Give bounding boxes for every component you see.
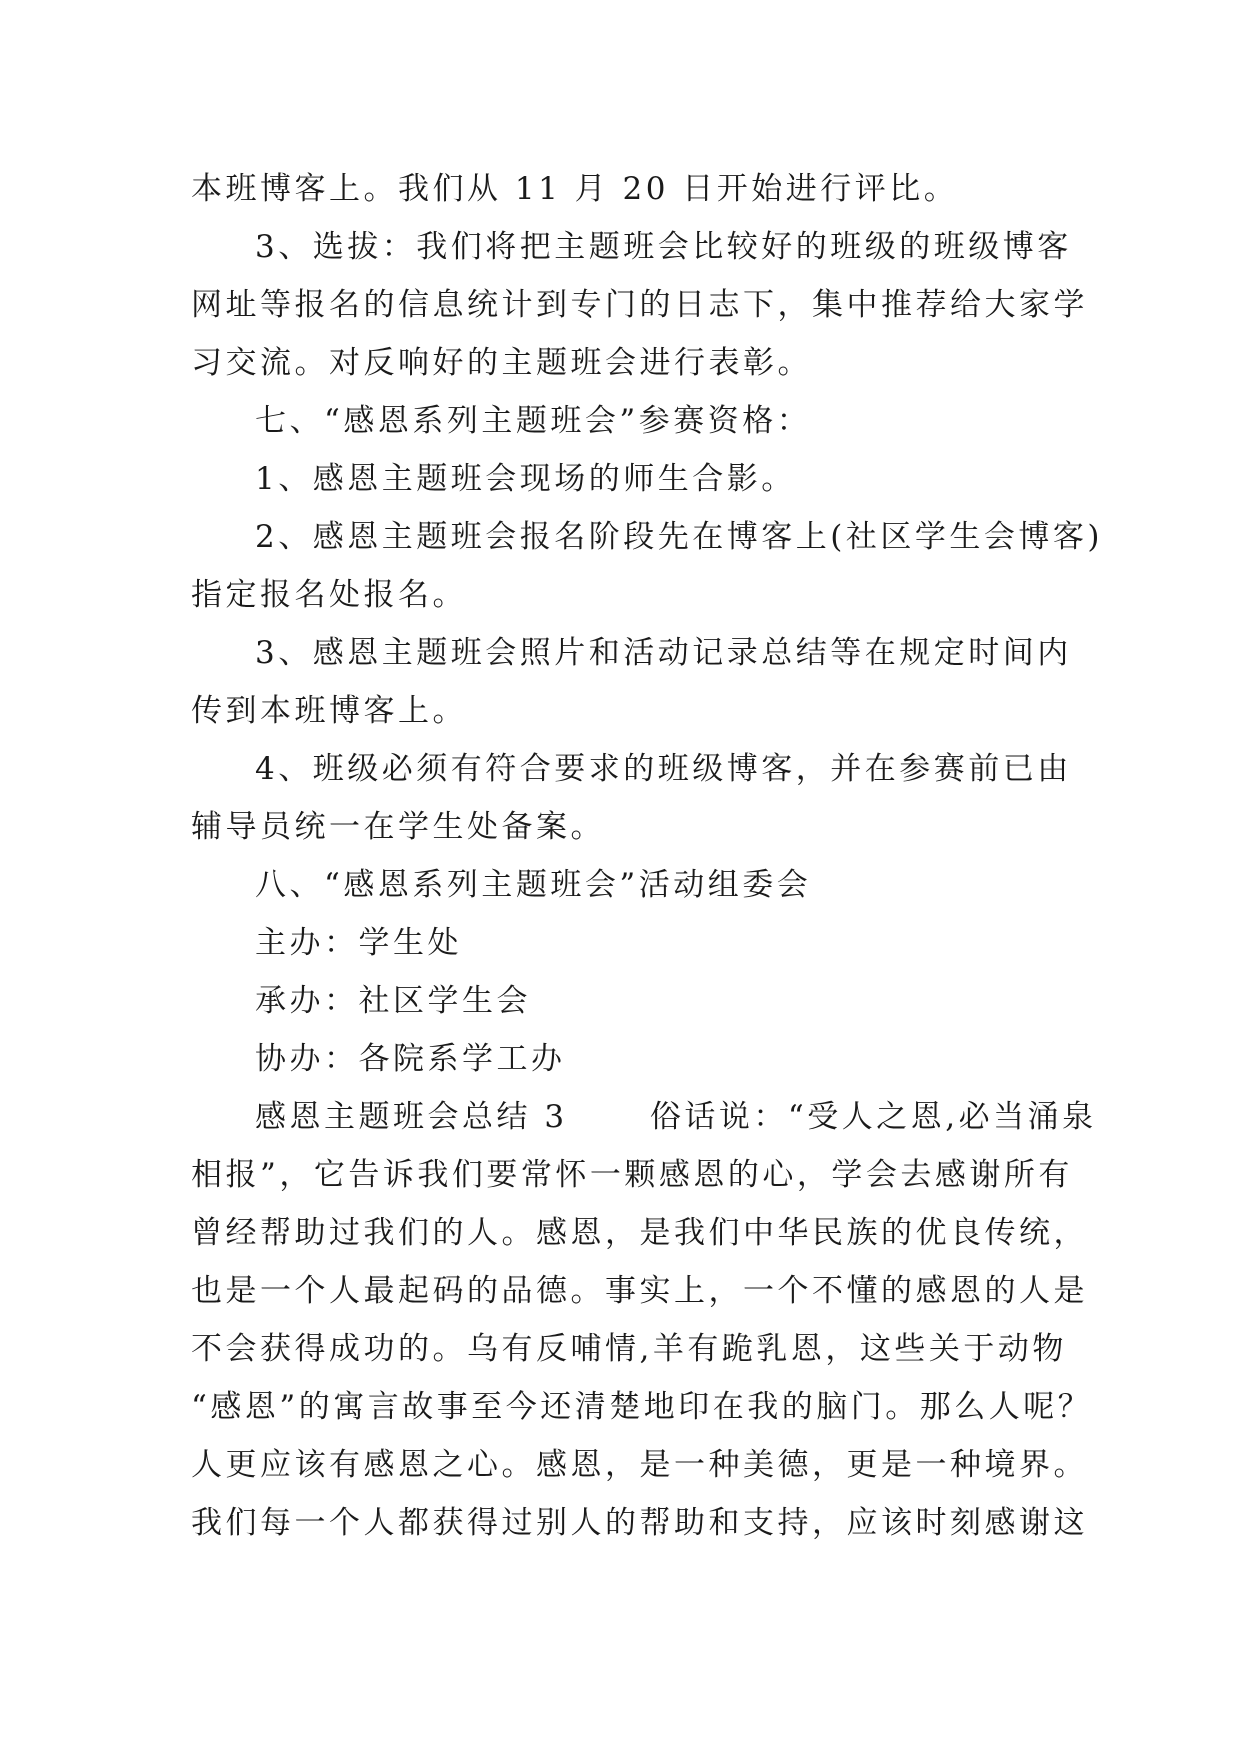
text-line: 我们每一个人都获得过别人的帮助和支持，应该时刻感谢这 xyxy=(191,1505,1088,1541)
text-line: 3、选拔：我们将把主题班会比较好的班级的班级博客 xyxy=(255,229,1072,265)
text-line: “感恩”的寓言故事至今还清楚地印在我的脑门。那么人呢？ xyxy=(191,1389,1093,1425)
text-line: 承办：社区学生会 xyxy=(255,983,531,1019)
text-line: 感恩主题班会总结 3 俗话说：“受人之恩,必当涌泉 xyxy=(255,1099,1097,1135)
body-text xyxy=(191,160,1103,1552)
text-line: 主办：学生处 xyxy=(255,925,462,961)
text-line: 曾经帮助过我们的人。感恩，是我们中华民族的优良传统， xyxy=(191,1215,1088,1251)
text-line: 指定报名处报名。 xyxy=(191,577,467,613)
text-line: 习交流。对反响好的主题班会进行表彰。 xyxy=(191,345,812,381)
text-line: 2、感恩主题班会报名阶段先在博客上(社区学生会博客) xyxy=(255,519,1103,555)
text-line: 八、“感恩系列主题班会”活动组委会 xyxy=(255,867,812,903)
text-line: 人更应该有感恩之心。感恩，是一种美德，更是一种境界。 xyxy=(191,1447,1088,1483)
text-line: 协办：各院系学工办 xyxy=(255,1041,566,1077)
text-line: 七、“感恩系列主题班会”参赛资格： xyxy=(255,403,812,439)
text-line: 传到本班博客上。 xyxy=(191,693,467,729)
text-line: 相报”，它告诉我们要常怀一颗感恩的心，学会去感谢所有 xyxy=(191,1157,1073,1193)
text-line: 3、感恩主题班会照片和活动记录总结等在规定时间内 xyxy=(255,635,1072,671)
text-line: 4、班级必须有符合要求的班级博客，并在参赛前已由 xyxy=(255,751,1072,787)
text-line: 1、感恩主题班会现场的师生合影。 xyxy=(255,461,796,497)
text-line: 也是一个人最起码的品德。事实上，一个不懂的感恩的人是 xyxy=(191,1273,1088,1309)
text-line: 本班博客上。我们从 11 月 20 日开始进行评比。 xyxy=(191,171,959,207)
text-line: 不会获得成功的。乌有反哺情,羊有跪乳恩，这些关于动物 xyxy=(191,1331,1067,1367)
text-line: 网址等报名的信息统计到专门的日志下，集中推荐给大家学 xyxy=(191,287,1088,323)
text-line: 辅导员统一在学生处备案。 xyxy=(191,809,605,845)
